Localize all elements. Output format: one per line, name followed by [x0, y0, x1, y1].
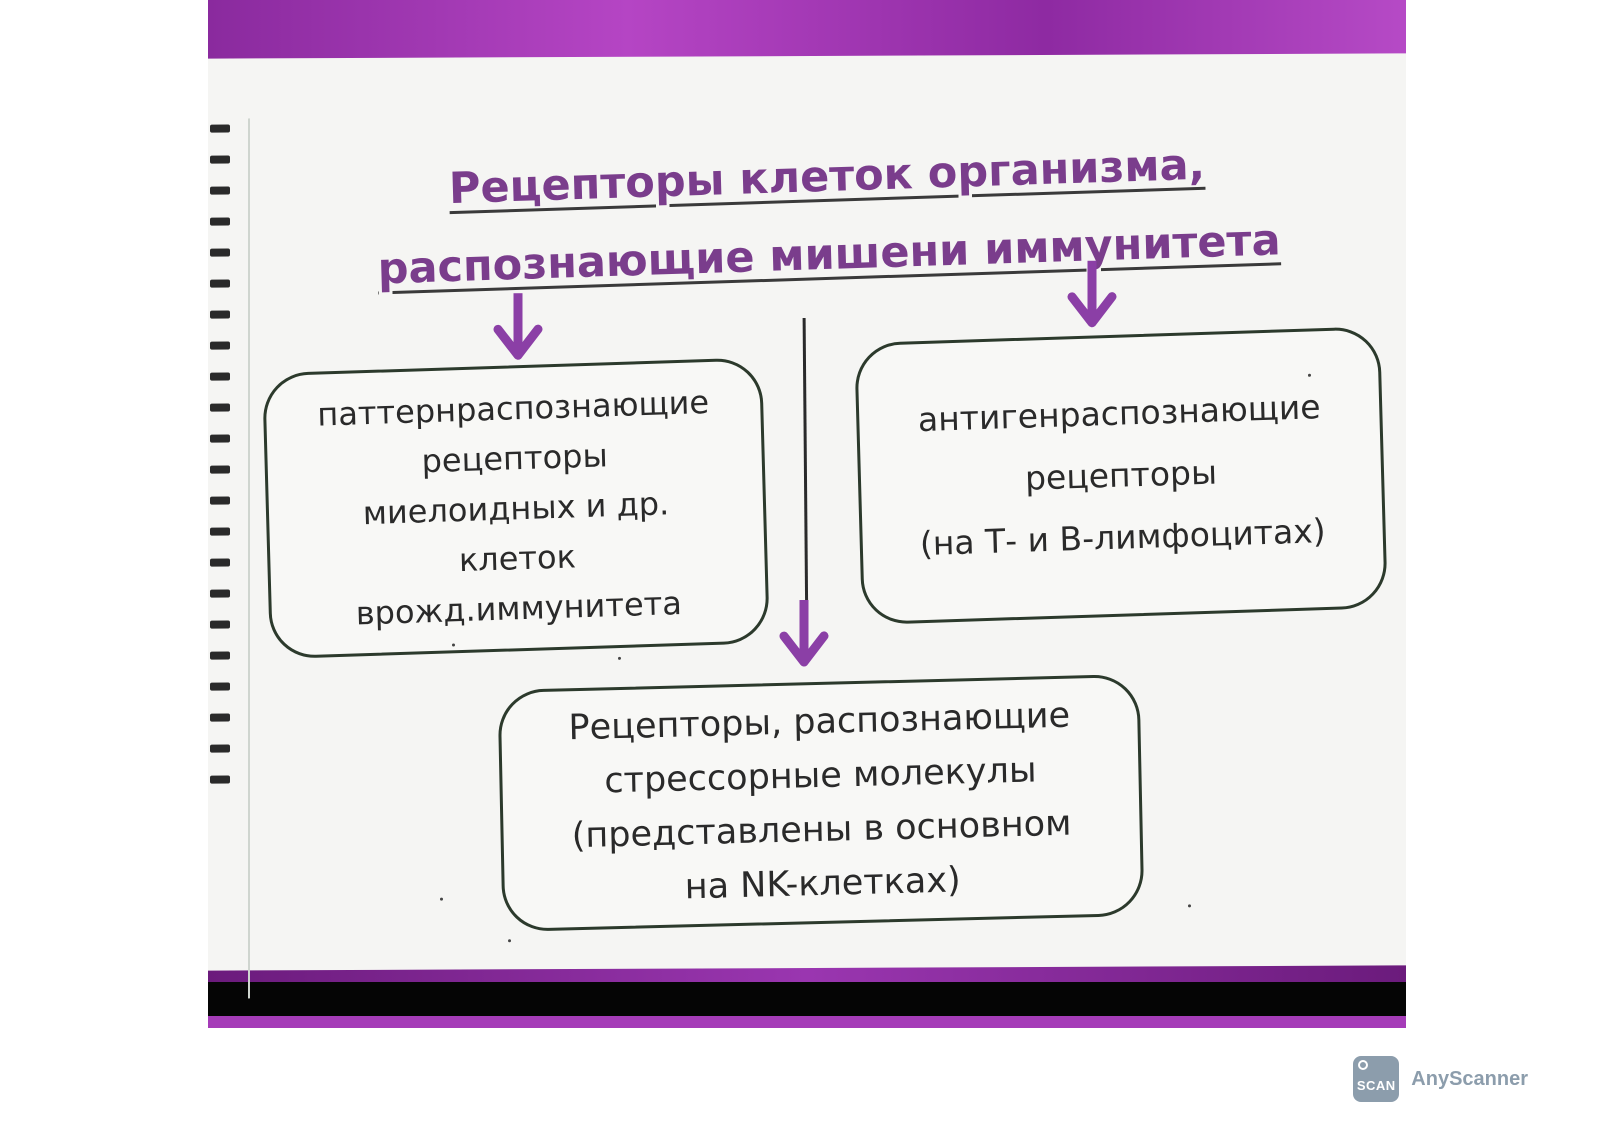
scan-icon	[1353, 1056, 1399, 1102]
stress-molecule-box	[498, 674, 1145, 932]
spiral-binding	[210, 124, 242, 844]
left-box-line-2: рецепторы	[421, 436, 609, 481]
bottom-box-line-1: Рецепторы, распознающие	[568, 695, 1071, 749]
speck	[618, 657, 621, 660]
scan-icon-label: SCAN	[1356, 1078, 1396, 1093]
left-box-line-5: врожд.иммунитета	[355, 583, 683, 633]
bottom-box-line-3: (представлены в основном	[571, 803, 1072, 857]
speck	[440, 898, 443, 901]
left-box-line-4: клеток	[458, 537, 577, 580]
bottom-box-line-4: на NK-клетках)	[684, 860, 962, 908]
bottom-edge-band	[208, 1016, 1406, 1028]
slide-photo	[208, 0, 1406, 1028]
anyscanner-watermark	[1353, 1056, 1528, 1102]
bottom-box-line-2: стрессорные молекулы	[603, 750, 1037, 802]
down-arrow-center-icon	[778, 600, 830, 670]
center-divider-line	[803, 318, 809, 638]
speck	[452, 644, 455, 647]
down-arrow-left-icon	[492, 293, 544, 363]
slide-title	[326, 122, 1330, 310]
title-line-2: распознающие мишени иммунитета	[377, 215, 1282, 295]
down-arrow-right-icon	[1066, 261, 1118, 331]
left-box-line-3: миелоидных и др.	[362, 484, 670, 533]
pattern-recognition-box	[262, 357, 770, 659]
title-line-1: Рецепторы клеток организма,	[448, 139, 1206, 215]
slide-page	[208, 53, 1406, 970]
left-box-line-1: паттернраспознающие	[316, 383, 710, 434]
right-box-line-1: антигенраспознающие	[917, 387, 1322, 440]
right-box-line-3: (на Т- и В-лимфоцитах)	[919, 511, 1327, 564]
speck	[508, 939, 511, 942]
watermark-brand: AnyScanner	[1411, 1067, 1528, 1090]
speck	[1188, 904, 1191, 907]
antigen-recognition-box	[854, 326, 1388, 625]
margin-line	[248, 118, 250, 998]
right-box-line-2: рецепторы	[1024, 452, 1218, 498]
speck	[1308, 374, 1311, 377]
bottom-black-bar	[208, 982, 1406, 1016]
